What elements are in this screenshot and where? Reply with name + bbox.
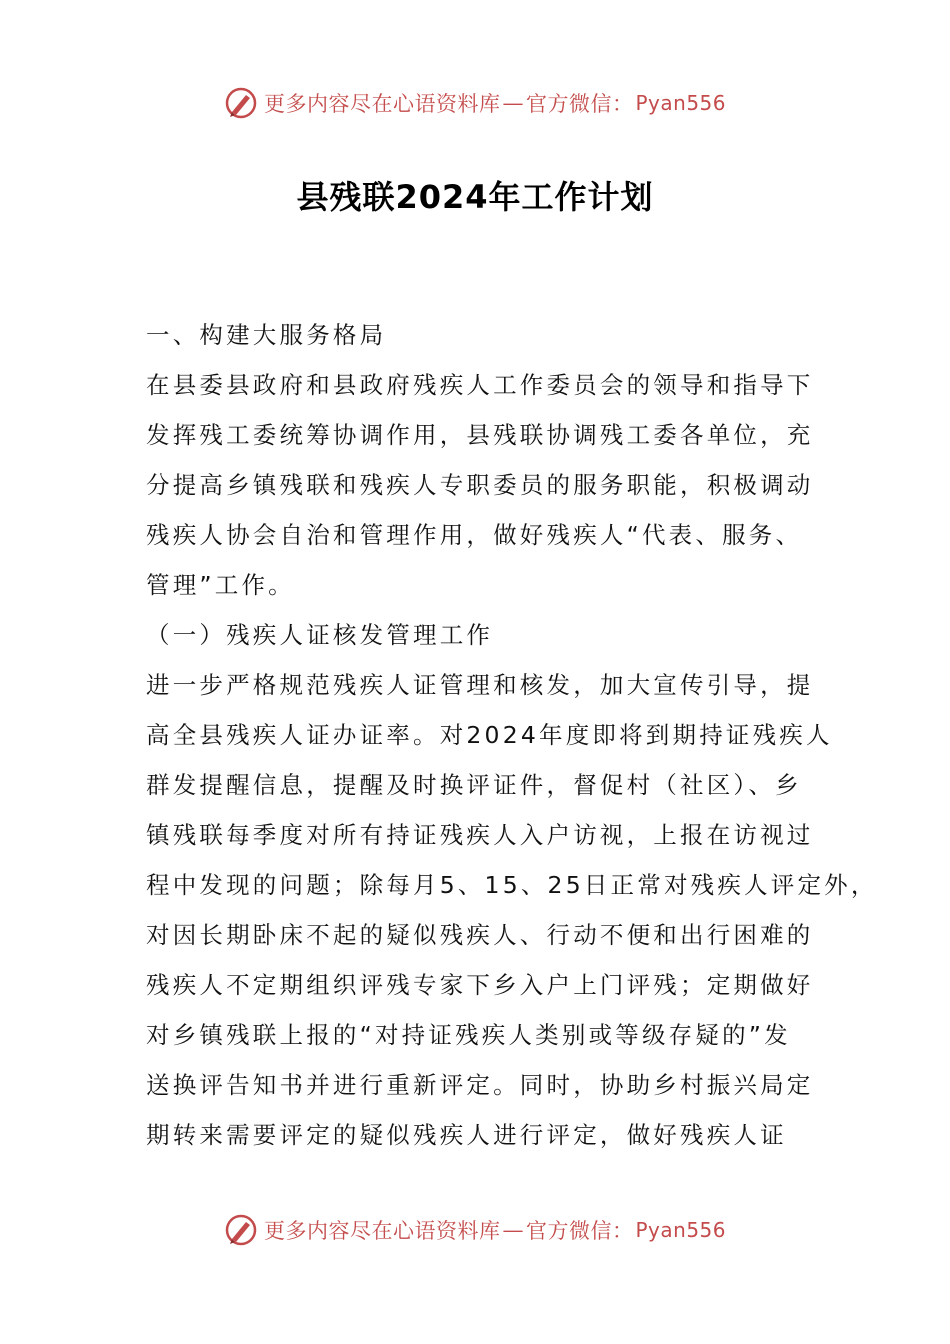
section-heading: 一、构建大服务格局 bbox=[146, 321, 387, 349]
pen-logo-icon bbox=[224, 86, 258, 120]
pen-logo-icon bbox=[224, 1213, 258, 1247]
banner-separator: — bbox=[502, 91, 524, 115]
banner-wechat-id: Pyan556 bbox=[635, 91, 726, 115]
body-line: 进一步严格规范残疾人证管理和核发，加大宣传引导，提 bbox=[146, 671, 814, 699]
banner-wechat-id: Pyan556 bbox=[635, 1218, 726, 1242]
banner-separator: — bbox=[502, 1218, 524, 1242]
banner-text: 更多内容尽在心语资料库 bbox=[263, 1219, 501, 1243]
subsection-heading: （一）残疾人证核发管理工作 bbox=[146, 621, 494, 649]
body-line: 残疾人不定期组织评残专家下乡入户上门评残；定期做好 bbox=[146, 971, 814, 999]
body-line: 期转来需要评定的疑似残疾人进行评定，做好残疾人证 bbox=[146, 1121, 787, 1149]
document-title: 县残联2024年工作计划 bbox=[296, 178, 654, 216]
body-line: 高全县残疾人证办证率。对2024年度即将到期持证残疾人 bbox=[146, 721, 833, 749]
header-watermark-banner bbox=[0, 83, 950, 123]
banner-text: 更多内容尽在心语资料库 bbox=[263, 92, 501, 116]
body-line: 发挥残工委统筹协调作用，县残联协调残工委各单位，充 bbox=[146, 421, 814, 449]
document-body bbox=[146, 310, 878, 1160]
body-line: 管理”工作。 bbox=[146, 571, 295, 599]
footer-watermark-banner bbox=[0, 1210, 950, 1250]
body-line: 分提高乡镇残联和残疾人专职委员的服务职能，积极调动 bbox=[146, 471, 814, 499]
body-line: 残疾人协会自治和管理作用，做好残疾人“代表、服务、 bbox=[146, 521, 803, 549]
body-line: 群发提醒信息，提醒及时换评证件，督促村（社区）、乡 bbox=[146, 771, 802, 799]
body-line: 程中发现的问题；除每月5、15、25日正常对残疾人评定外， bbox=[146, 871, 878, 899]
banner-suffix: 官方微信： bbox=[525, 92, 634, 116]
body-line: 镇残联每季度对所有持证残疾人入户访视，上报在访视过 bbox=[146, 821, 814, 849]
body-line: 在县委县政府和县政府残疾人工作委员会的领导和指导下 bbox=[146, 371, 814, 399]
body-line: 送换评告知书并进行重新评定。同时，协助乡村振兴局定 bbox=[146, 1071, 814, 1099]
body-line: 对因长期卧床不起的疑似残疾人、行动不便和出行困难的 bbox=[146, 921, 814, 949]
body-line: 对乡镇残联上报的“对持证残疾人类别或等级存疑的”发 bbox=[146, 1021, 791, 1049]
banner-suffix: 官方微信： bbox=[525, 1219, 634, 1243]
